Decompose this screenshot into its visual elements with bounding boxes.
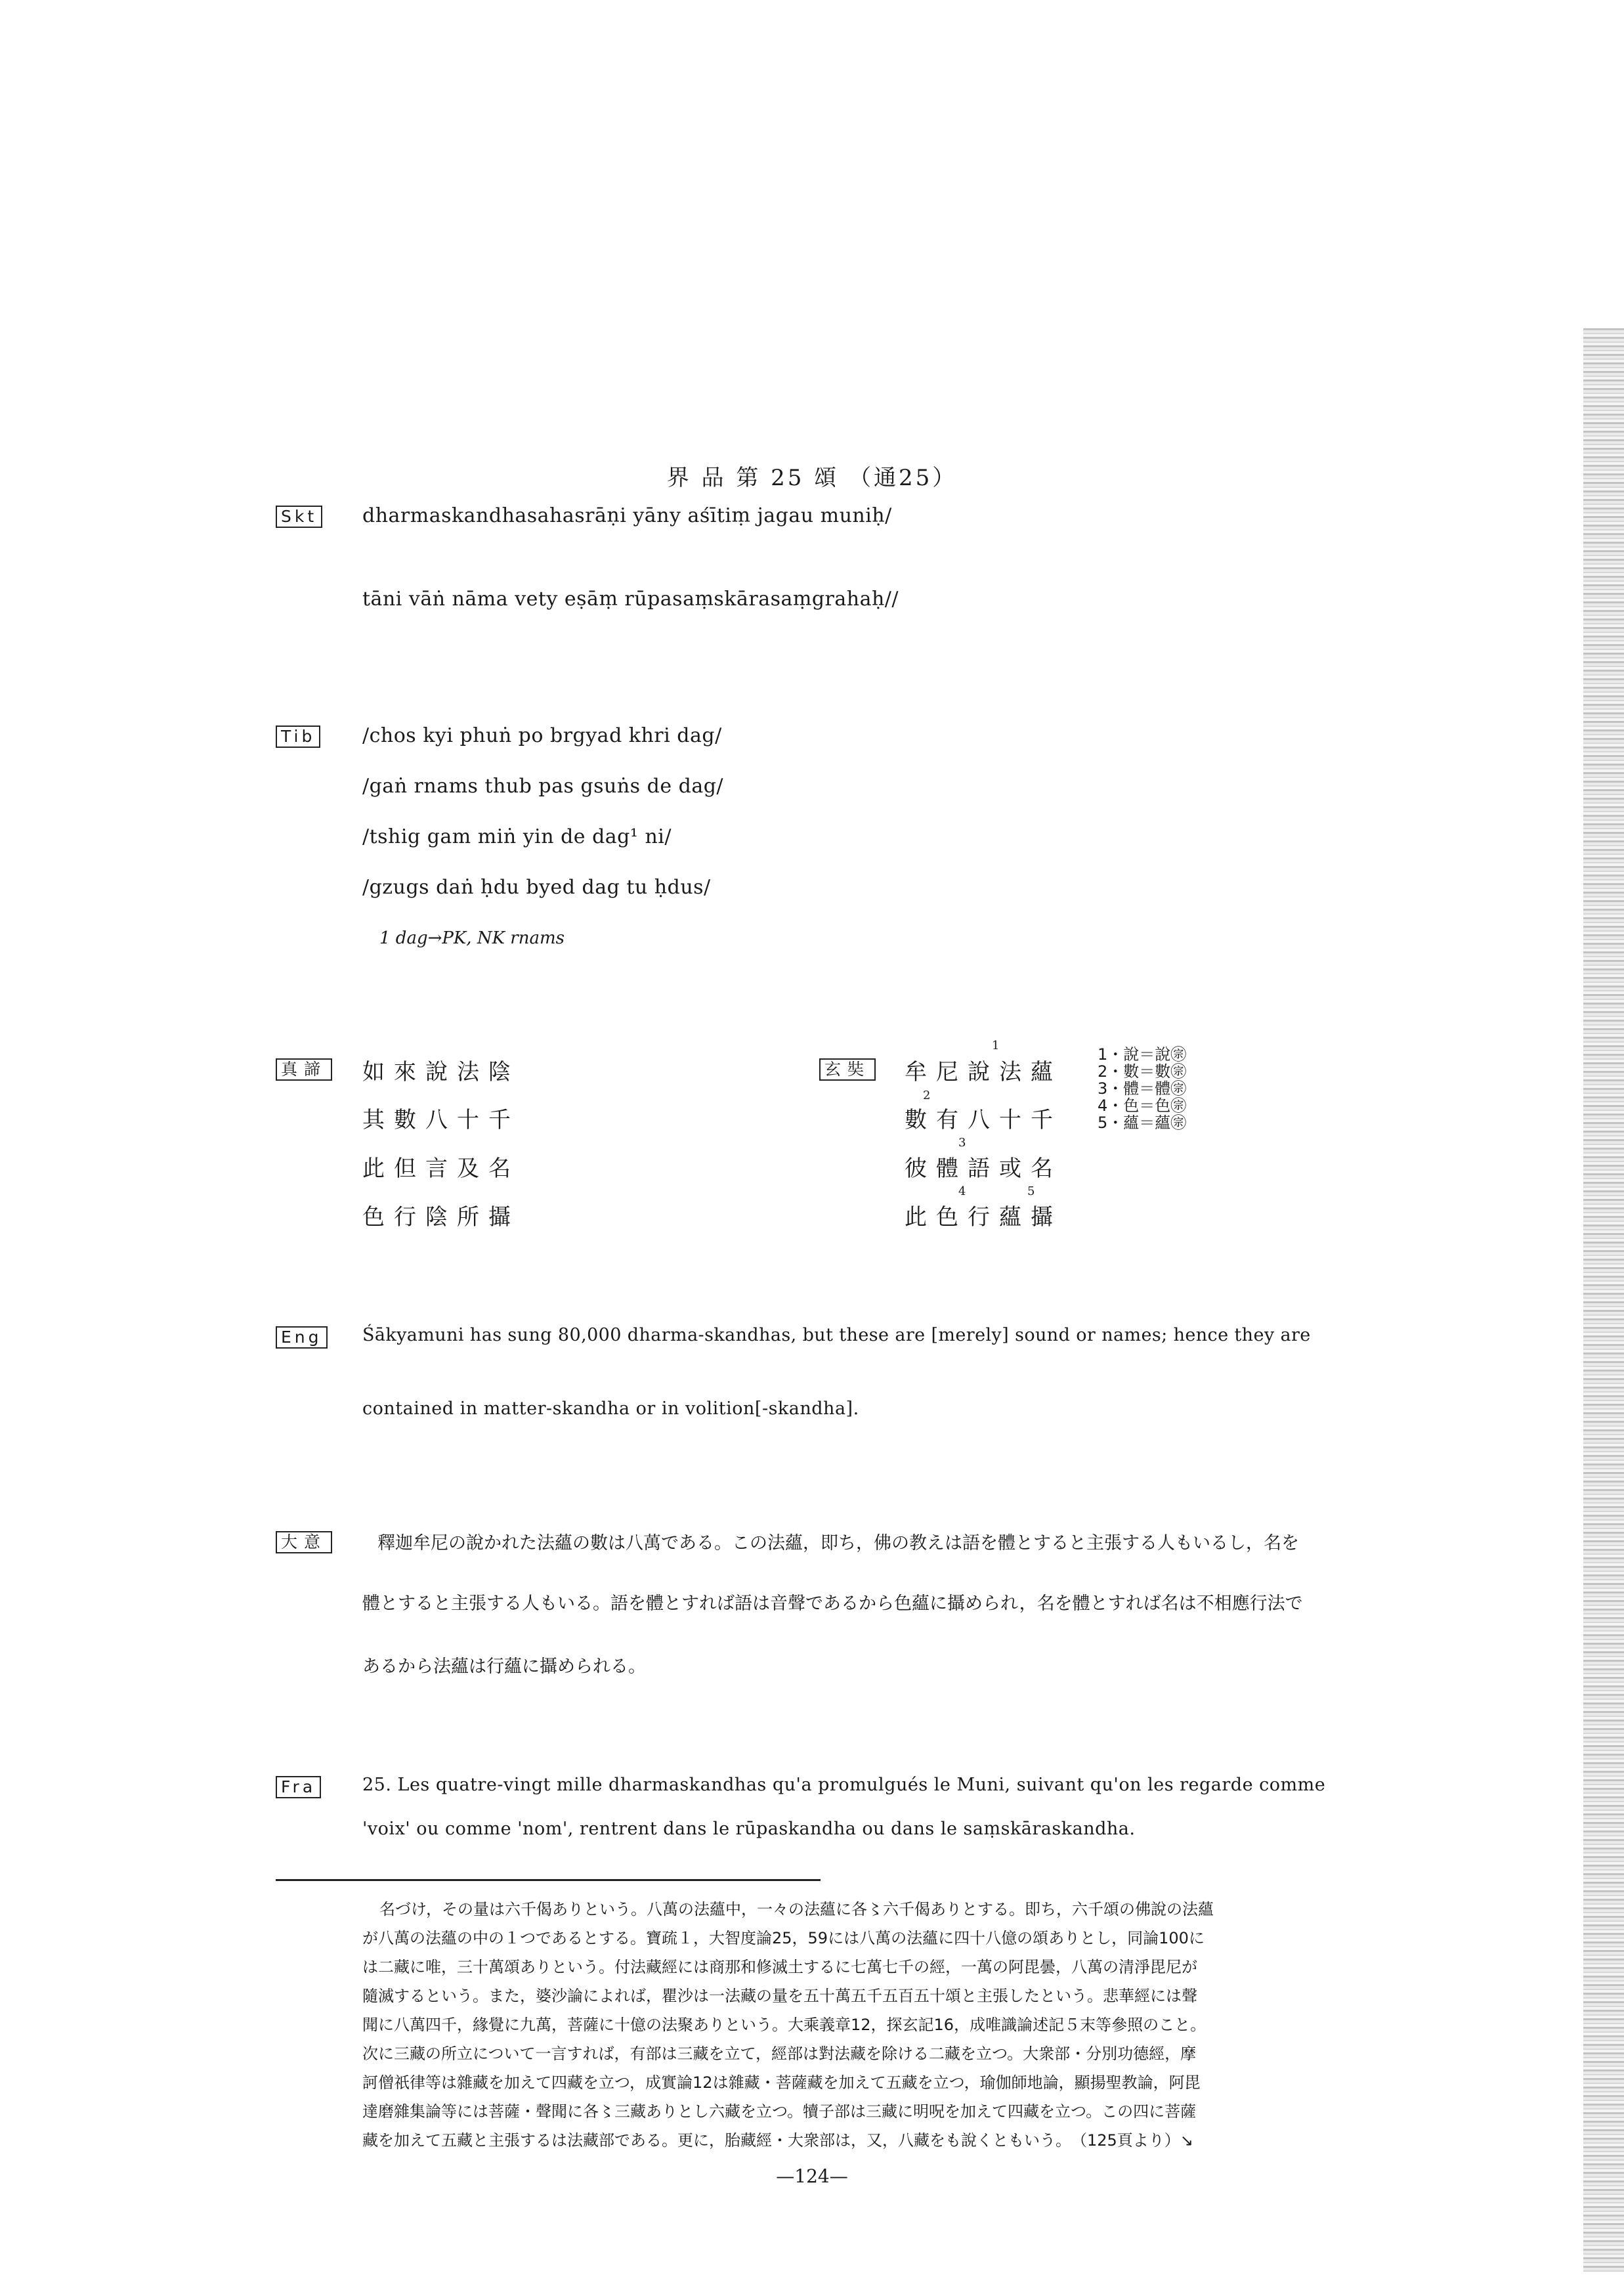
fra-line-2: 'voix' ou comme 'nom', rentrent dans le rūpaskandha ou dans le saṃskāraskandha. [362,1819,1136,1839]
footnote-line-7: 訶僧祇律等は雜藏を加えて四藏を立つ，成實論12は雜藏・菩薩藏を加えて五藏を立つ，瑜伽師地論，顯揚聖教論，阿毘 [362,2073,1201,2092]
paramartha-line-2: 其數八十千 [362,1107,520,1133]
variant-mark-1: 1 [992,1039,1000,1052]
taii-line-1: 釋迦牟尼の說かれた法蘊の數は八萬である。この法蘊，即ち，佛の教えは語を體とすると主張する人もいるし，名を [377,1533,1299,1553]
tib-line-4: /gzugs daṅ ḥdu byed dag tu ḥdus/ [362,876,711,899]
paramartha-line-3: 此但言及名 [362,1156,520,1182]
page-number: —124— [776,2165,848,2187]
footnote-line-5: 聞に八萬四千，緣覺に九萬，菩薩に十億の法聚ありという。大乘義章12，探玄記16，成唯識論述記５末等參照のこと。 [362,2016,1207,2034]
tib-line-2: /gaṅ rnams thub pas gsuṅs de dag/ [362,775,724,798]
variant-note-4: 4・色＝色㊪ [1098,1096,1187,1115]
paramartha-line-4: 色行陰所攝 [362,1204,520,1230]
variant-mark-4: 4 [958,1184,966,1198]
tib-footnote: 1 dag→PK, NK rnams [379,928,565,948]
variant-mark-3: 3 [958,1136,966,1150]
variant-note-1: 1・說＝說㊪ [1098,1045,1187,1064]
tib-line-3: /tshig gam miṅ yin de dag¹ ni/ [362,825,672,848]
xuanzang-line-2: 數有八十千 [905,1107,1062,1133]
taii-line-2: 體とすると主張する人もいる。語を體とすれば語は音聲であるから色蘊に攝められ，名を體とすれば名は不相應行法で [362,1593,1303,1614]
variant-note-2: 2・數＝數㊪ [1098,1062,1187,1081]
variant-note-5: 5・蘊＝蘊㊪ [1098,1114,1187,1132]
variant-mark-2: 2 [923,1089,931,1102]
eng-line-1: Śākyamuni has sung 80,000 dharma-skandhas, but these are [merely] sound or names; hence they are [362,1325,1311,1345]
skt-tag: Skt [276,506,322,528]
footnote-rule [276,1879,821,1881]
xuanzang-tag: 玄奘 [819,1058,876,1081]
footnote-line-3: は二藏に唯，三十萬頌ありという。付法藏經には商那和修滅土するに七萬七千の經，一萬の阿毘曇，八萬の清淨毘尼が [362,1958,1197,1976]
skt-line-2: tāni vāṅ nāma vety eṣāṃ rūpasaṃskārasaṃgrahaḥ// [362,588,899,611]
variant-note-3: 3・體＝體㊪ [1098,1079,1187,1098]
footnote-line-8: 達磨雜集論等には菩薩・聲聞に各〻三藏ありとし六藏を立つ。犢子部は三藏に明呪を加えて四藏を立つ。この四に菩薩 [362,2102,1197,2121]
tib-line-1: /chos kyi phuṅ po brgyad khri dag/ [362,724,722,747]
fra-line-1: 25. Les quatre-vingt mille dharmaskandhas qu'a promulgués le Muni, suivant qu'on les regarde comme [362,1775,1326,1795]
fra-tag: Fra [276,1776,321,1798]
footnote-line-4: 隨滅するという。また，婆沙論によれば，瞿沙は一法藏の量を五十萬五千五百五十頌と主張したという。悲華經には聲 [362,1987,1197,2005]
footnote-line-9: 藏を加えて五藏と主張するは法藏部である。更に，胎藏經・大衆部は，又，八藏をも說くともいう。 （125頁より）↘ [362,2131,1193,2150]
variant-mark-5: 5 [1027,1184,1035,1198]
footnote-line-1: 名づけ，その量は六千偈ありという。八萬の法蘊中，一々の法蘊に各〻六千偈ありとする。即ち，六千頌の佛說の法蘊 [379,1900,1214,1918]
taii-line-3: あるから法蘊は行蘊に攝められる。 [362,1657,646,1677]
paramartha-tag: 真諦 [276,1058,332,1081]
tib-tag: Tib [276,726,320,748]
scanned-page-edge [1583,328,1624,2272]
xuanzang-line-3: 彼體語或名 [905,1156,1062,1182]
eng-line-2: contained in matter-skandha or in volition[-skandha]. [362,1398,859,1419]
xuanzang-line-4: 此色行蘊攝 [905,1204,1062,1230]
skt-line-1: dharmaskandhasahasrāṇi yāny aśītiṃ jagau muniḥ/ [362,504,892,527]
verse-heading: 界 品 第 25 頌 （通25） [666,465,958,491]
eng-tag: Eng [276,1326,328,1349]
footnote-line-6: 次に三藏の所立について一言すれば，有部は三藏を立て，經部は對法藏を除ける二藏を立つ。大衆部・分別功德經，摩 [362,2045,1197,2063]
taii-tag: 大意 [276,1531,332,1553]
paramartha-line-1: 如來說法陰 [362,1059,520,1085]
xuanzang-line-1: 牟尼說法蘊 [905,1059,1062,1085]
footnote-line-2: が八萬の法蘊の中の１つであるとする。寶疏１，大智度論25，59には八萬の法蘊に四十八億の頌ありとし，同論100に [362,1929,1205,1947]
